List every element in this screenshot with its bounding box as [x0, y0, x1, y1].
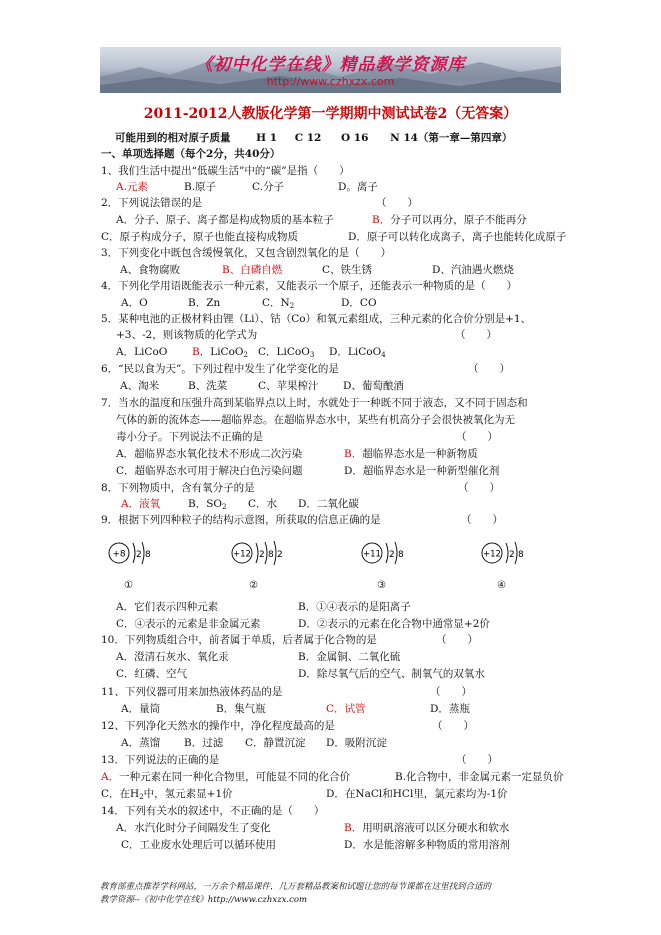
q13-paren: （ ） — [456, 754, 498, 766]
atom-label-3: ③ — [377, 580, 386, 591]
banner-url[interactable]: http://www.czhxzx.com — [266, 75, 395, 88]
q14-option-a: A．水汽化时分子间隔发生了变化 — [116, 822, 271, 834]
q2-option-b: B．分子可以再分，原子不能再分 — [372, 214, 527, 226]
q4-option-d: D．CO — [341, 297, 377, 309]
q4-stem: 4．下列化学用语既能表示一种元素，又能表示一个原子，还能表示一种物质的是（ ） — [101, 280, 518, 292]
atom-label-2: ② — [249, 580, 258, 591]
q8-option-d: D．二氧化碳 — [298, 498, 359, 510]
q5-paren: （ ） — [455, 329, 497, 341]
q12-option-b: B．过滤 — [184, 737, 224, 749]
q12-option-a: A．蒸馏 — [121, 737, 161, 749]
atomic-mass-c: C 12 — [294, 132, 322, 144]
q13-option-c: C．在$H_2$中，氢元素显+1价 — [101, 788, 233, 801]
q12-paren: （ ） — [432, 720, 474, 732]
q1-options — [116, 179, 378, 194]
banner-title: 《初中化学在线》精品教学资源库 — [195, 55, 466, 75]
q13-option-a: A．一种元素在同一种化合物里，可能显不同的化合价 — [101, 771, 351, 783]
q3-option-c: C、铁生锈 — [322, 264, 373, 276]
q12-option-d: D．吸附沉淀 — [326, 737, 387, 749]
q12-stem: 12、下列净化天然水的操作中，净化程度最高的是 — [101, 720, 335, 732]
q13-option-b: B.化合物中，非金属元素一定显负价 — [395, 771, 564, 783]
atom-diagram-1 — [106, 533, 176, 573]
q11-option-c: C．试管 — [326, 703, 366, 715]
q11-option-d: D．蒸瓶 — [430, 703, 470, 715]
q7-line-3: 毒小分子。下列说法不正确的是 — [116, 431, 263, 443]
q2-option-d: D．原子可以转化成离子，离子也能转化成原子 — [348, 231, 567, 243]
q1-option-c: C.分子 — [252, 181, 284, 193]
atom-label-1: ① — [124, 580, 133, 591]
q3-option-a: A、食物腐败 — [120, 264, 181, 276]
atom-diagram-2 — [229, 533, 309, 573]
q9-option-c: C．④表示的元素是非金属元素 — [116, 618, 261, 630]
q2-paren: （ ） — [376, 197, 418, 209]
q13-stem: 13．下列说法的正确的是 — [101, 754, 220, 766]
q1-option-a: A.元素 — [116, 181, 148, 193]
q4-option-c: C．$N_2$ — [262, 297, 295, 310]
svg-text:2: 2 — [509, 550, 515, 560]
q11-stem: 11、下列仪器可用来加热液体药品的是 — [101, 686, 283, 698]
q14-option-c: C．工业废水处理后可以循环使用 — [121, 839, 277, 851]
atom-label-4: ④ — [497, 580, 506, 591]
atomic-mass-h: H 1 — [256, 132, 278, 144]
q10-option-c: C．红磷、空气 — [116, 668, 188, 680]
q6-paren: （ ） — [468, 363, 510, 375]
q9-paren: （ ） — [461, 514, 503, 526]
q10-paren: （ ） — [436, 634, 478, 646]
q4-option-a: A．O — [121, 297, 148, 309]
q7-option-b: B．超临界态水是一种新物质 — [344, 448, 478, 460]
q6-option-c: C、苹果榨汁 — [258, 380, 319, 392]
q5-option-b: B．LiCoO$_2$ — [192, 346, 248, 359]
atom-3-nucleus: +11 — [363, 549, 381, 560]
q5-stem-2: +3、-2，则该物质的化学式为 — [116, 329, 258, 341]
svg-text:8: 8 — [268, 550, 274, 560]
atomic-mass-n: N 14（第一章—第四章） — [390, 132, 513, 144]
q9-option-d: D．②表示的元素在化合物中通常显+2价 — [298, 618, 490, 630]
q6-option-b: B、洗菜 — [188, 380, 228, 392]
svg-text:2: 2 — [277, 550, 283, 560]
q1-stem: 1、我们生活中提出“低碳生活”中的“碳”是指（ ） — [101, 165, 350, 177]
q9-stem: 9．根据下列四种粒子的结构示意图，所获取的信息正确的是 — [101, 514, 381, 526]
q2-stem: 2．下列说法错误的是 — [101, 197, 203, 209]
svg-text:2: 2 — [259, 550, 265, 560]
q3-option-d: D、汽油遇火燃烧 — [432, 264, 514, 276]
q6-stem: 6．“民以食为天”。下列过程中发生了化学变化的是 — [101, 363, 339, 375]
q7-paren: （ ） — [456, 431, 498, 443]
q10-option-b: B．金属铜、二氧化硫 — [298, 651, 401, 663]
footer-note — [100, 881, 570, 907]
svg-text:2: 2 — [389, 550, 395, 560]
q3-option-b: B、白磷自燃 — [222, 264, 283, 276]
q7-option-d: D．超临界态水是一种新型催化剂 — [344, 465, 500, 477]
svg-text:8: 8 — [518, 550, 524, 560]
q5-option-a: A．LiCoO — [116, 346, 168, 358]
document-title: 2011-2012人教版化学第一学期期中测试试卷2（无答案） — [143, 106, 518, 122]
q8-option-a: A．液氧 — [121, 498, 161, 510]
q7-option-a: A．超临界态水氧化技术不形成二次污染 — [116, 448, 303, 460]
q8-paren: （ ） — [458, 482, 500, 494]
q1-option-b: B.原子 — [184, 181, 217, 193]
svg-text:8: 8 — [398, 550, 404, 560]
q8-option-b: B．$SO_2$ — [188, 498, 227, 511]
q9-option-a: A．它们表示四种元素 — [116, 601, 219, 613]
atom-2-nucleus: +12 — [233, 549, 251, 560]
q5-stem: 5．某种电池的正极材料由锂（Li）、钴（Co）和氧元素组成，三种元素的化合价分别是+1、 — [101, 313, 532, 325]
q4-option-b: B．Zn — [188, 297, 221, 309]
q14-option-d: D．水是能溶解多种物质的常用溶剂 — [344, 839, 510, 851]
atom-diagram-3 — [359, 533, 429, 573]
q13-option-d: D．在NaCl和HCl里，氯元素均为-1价 — [326, 788, 508, 800]
q8-stem: 8．下列物质中，含有氧分子的是 — [101, 482, 255, 494]
q5-option-c: C．LiCoO$_3$ — [258, 346, 315, 359]
q7-line-1: 7．当水的温度和压强升高到某临界点以上时，水就处于一种既不同于液态，又不同于固态和 — [101, 397, 528, 409]
q5-option-d: D．LiCoO$_4$ — [329, 346, 386, 359]
header-banner — [100, 47, 561, 93]
atomic-mass-o: O 16 — [340, 132, 369, 144]
q10-stem: 10．下列物质组合中，前者属于单质，后者属于化合物的是 — [101, 634, 377, 646]
atomic-mass-line — [115, 130, 512, 145]
q12-option-c: C．静置沉淀 — [245, 737, 306, 749]
q7-line-2: 气体的新的流体态——超临界态。在超临界态水中，某些有机高分子会很快被氧化为无 — [116, 414, 515, 426]
svg-text:2: 2 — [136, 550, 142, 560]
q11-option-b: B．集气瓶 — [216, 703, 266, 715]
q10-option-a: A．澄清石灰水、氧化汞 — [116, 651, 229, 663]
q6-option-d: D、葡萄酿酒 — [343, 380, 404, 392]
svg-text:8: 8 — [145, 550, 151, 560]
section-heading: 一、单项选择题（每个2分，共40分） — [101, 148, 281, 160]
q3-stem: 3．下列变化中既包含缓慢氧化，又包含剧烈氧化的是（ ） — [101, 247, 392, 259]
footer-line-2[interactable]: 教学资源--《初中化学在线》http://www.czhxzx.com — [100, 895, 308, 905]
q14-option-b: B．用明矾溶液可以区分硬水和软水 — [344, 822, 510, 834]
q1-option-d: D。离子 — [338, 181, 378, 193]
q11-paren: （ ） — [430, 686, 472, 698]
q6-option-a: A、淘米 — [120, 380, 160, 392]
atomic-mass-label: 可能用到的相对原子质量 — [115, 132, 231, 144]
q8-option-c: C．水 — [248, 498, 278, 510]
q14-stem: 14．下列有关水的叙述中，不正确的是（ ） — [101, 805, 325, 817]
atom-1-nucleus: +8 — [112, 549, 126, 560]
q2-option-c: C．原子构成分子，原子也能直接构成物质 — [101, 231, 299, 243]
footer-line-1: 教育部重点推荐学科网站，一万余个精品课件，几万套精品教案和试题让您的每节课都在这里找到合适的 — [100, 882, 492, 892]
q9-option-b: B．①④表示的是阳离子 — [298, 601, 411, 613]
q7-option-c: C．超临界态水可用于解决白色污染问题 — [116, 465, 303, 477]
atom-4-nucleus: +12 — [483, 549, 501, 560]
atom-diagram-4 — [479, 533, 549, 573]
q11-option-a: A．量筒 — [121, 703, 161, 715]
q10-option-d: D．除尽氧气后的空气、制氧气的双氧水 — [298, 668, 485, 680]
q2-option-a: A．分子、原子、离子都是构成物质的基本粒子 — [116, 214, 334, 226]
